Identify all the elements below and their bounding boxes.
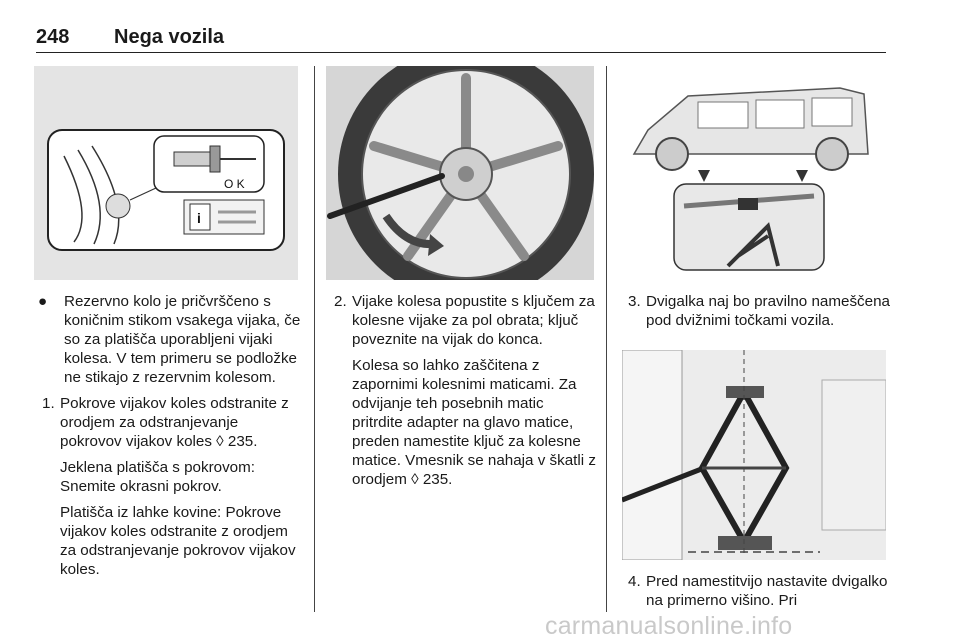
alloy-rims-text: Platišča iz lahke kovine: Pokrove vijakov koles odstranite z orodjem za odstranjevanje pokrovov vijakov koles. [60, 504, 296, 578]
page-title: Nega vozila [114, 26, 225, 48]
column-3-text-top [622, 292, 892, 337]
scissor-jack-figure [622, 350, 886, 560]
page-number: 248 [36, 26, 70, 48]
step-1-text: Pokrove vijakov koles odstranite z orodjem za odstranjevanje pokrovov vijakov koles ◊ 235. [60, 395, 289, 450]
wheel-wrench-figure [326, 66, 594, 280]
column-divider-left [314, 66, 315, 612]
paragraph-locking-nuts [328, 356, 596, 489]
fig1-ok-label: O K [224, 177, 245, 191]
locking-nuts-text: Kolesa so lahko zaščitena z zapornimi kolesnimi maticami. Za odvijanje teh posebnih matic pritrdite adapter na glavo matice, preden namestite ključ za kolesne matice. Vmesnik se nahaja v škatli z orodjem ◊ 235. [352, 357, 596, 488]
paragraph-alloy-rims [36, 503, 302, 579]
column-2-text [328, 292, 596, 496]
list-item-bullet [36, 292, 302, 387]
column-1-text [36, 292, 302, 586]
step-2-number: 2. [334, 293, 347, 310]
vehicle-lift-points-figure [618, 66, 890, 272]
page-header [36, 26, 886, 53]
column-divider-right [606, 66, 607, 612]
step-4-number: 4. [628, 573, 641, 590]
bullet-mark: ● [38, 293, 48, 310]
step-4-text: Pred namestitvijo nastavite dvigalko na primerno višino. Pri [646, 573, 888, 609]
list-item-step-1 [36, 394, 302, 451]
paragraph-steel-rims [36, 458, 302, 496]
steel-rims-text: Jeklena platišča s pokrovom: Snemite okrasni pokrov. [60, 459, 255, 495]
step-1-number: 1. [42, 395, 55, 412]
list-item-step-3 [622, 292, 892, 330]
spare-wheel-figure [34, 66, 298, 280]
step-3-number: 3. [628, 293, 641, 310]
list-item-step-2 [328, 292, 596, 349]
column-3-text-bottom [622, 572, 892, 617]
bullet-text: Rezervno kolo je pričvrščeno s koničnim stikom vsakega vijaka, če so za platišča uporabljeni vijaki kolesa. V tem primeru se podložke ne stikajo z rezervnim kolesom. [64, 293, 301, 386]
watermark: carmanualsonline.info [545, 612, 793, 640]
fig1-info-icon: i [197, 210, 201, 226]
step-3-text: Dvigalka naj bo pravilno nameščena pod dvižnimi točkami vozila. [646, 293, 890, 329]
step-2-text: Vijake kolesa popustite s ključem za kolesne vijake za pol obrata; ključ poveznite na vijak do konca. [352, 293, 595, 348]
list-item-step-4 [622, 572, 892, 610]
